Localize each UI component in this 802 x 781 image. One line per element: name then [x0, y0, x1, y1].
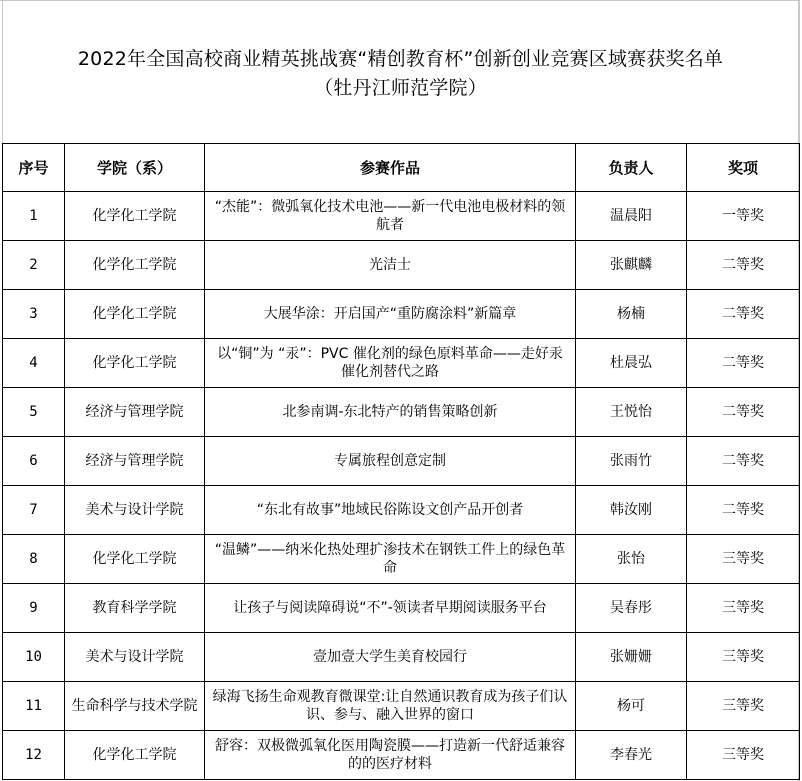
cell-work: “杰能”：微弧氧化技术电池——新一代电池电极材料的领航者 [205, 192, 576, 241]
table-row [3, 535, 800, 584]
cell-award: 二等奖 [687, 290, 800, 339]
cell-no: 5 [3, 388, 65, 437]
cell-work: 北参南调-东北特产的销售策略创新 [205, 388, 576, 437]
cell-award: 三等奖 [687, 633, 800, 682]
cell-no: 4 [3, 339, 65, 388]
cell-work: “温鳞”——纳米化热处理扩渗技术在钢铁工件上的绿色革命 [205, 535, 576, 584]
cell-no: 7 [3, 486, 65, 535]
cell-work: “东北有故事”地域民俗陈设文创产品开创者 [205, 486, 576, 535]
cell-no: 9 [3, 584, 65, 633]
table-row [3, 633, 800, 682]
title-area [2, 1, 798, 143]
table-row [3, 682, 800, 731]
cell-no: 1 [3, 192, 65, 241]
table-row [3, 290, 800, 339]
table-row [3, 486, 800, 535]
cell-award: 三等奖 [687, 731, 800, 780]
cell-work: 舒容：双极微弧氧化医用陶瓷膜——打造新一代舒适兼容的的医疗材料 [205, 731, 576, 780]
cell-award: 三等奖 [687, 584, 800, 633]
cell-work: 绿海飞扬生命观教育微课堂:让自然通识教育成为孩子们认识、参与、融入世界的窗口 [205, 682, 576, 731]
cell-no: 12 [3, 731, 65, 780]
cell-award: 一等奖 [687, 192, 800, 241]
header-school: 学院（系） [65, 144, 205, 192]
cell-work: 专属旅程创意定制 [205, 437, 576, 486]
cell-school: 化学化工学院 [65, 192, 205, 241]
cell-no: 3 [3, 290, 65, 339]
header-no: 序号 [3, 144, 65, 192]
cell-leader: 张麒麟 [576, 241, 687, 290]
cell-leader: 杜晨弘 [576, 339, 687, 388]
cell-school: 经济与管理学院 [65, 388, 205, 437]
cell-leader: 张雨竹 [576, 437, 687, 486]
cell-school: 化学化工学院 [65, 535, 205, 584]
cell-leader: 杨可 [576, 682, 687, 731]
cell-no: 10 [3, 633, 65, 682]
header-leader: 负责人 [576, 144, 687, 192]
cell-leader: 温晨阳 [576, 192, 687, 241]
header-award: 奖项 [687, 144, 800, 192]
cell-leader: 吴春彤 [576, 584, 687, 633]
cell-leader: 张怡 [576, 535, 687, 584]
table-row [3, 241, 800, 290]
cell-award: 三等奖 [687, 535, 800, 584]
cell-school: 美术与设计学院 [65, 633, 205, 682]
cell-no: 8 [3, 535, 65, 584]
table-row [3, 388, 800, 437]
cell-work: 让孩子与阅读障碍说“不”-领读者早期阅读服务平台 [205, 584, 576, 633]
header-work: 参赛作品 [205, 144, 576, 192]
cell-leader: 王悦怡 [576, 388, 687, 437]
table-row [3, 339, 800, 388]
cell-no: 6 [3, 437, 65, 486]
cell-school: 教育科学学院 [65, 584, 205, 633]
cell-work: 光洁士 [205, 241, 576, 290]
table-row [3, 731, 800, 780]
cell-leader: 韩汝刚 [576, 486, 687, 535]
cell-no: 11 [3, 682, 65, 731]
document-title: 2022年全国高校商业精英挑战赛“精创教育杯”创新创业竞赛区域赛获奖名单 [77, 48, 724, 70]
document-subtitle: （牡丹江师范学院） [314, 77, 487, 99]
cell-no: 2 [3, 241, 65, 290]
cell-school: 生命科学与技术学院 [65, 682, 205, 731]
cell-school: 化学化工学院 [65, 731, 205, 780]
awards-table [2, 143, 800, 780]
table-row [3, 584, 800, 633]
cell-leader: 李春光 [576, 731, 687, 780]
cell-award: 二等奖 [687, 388, 800, 437]
header-row [3, 144, 800, 192]
table-row [3, 192, 800, 241]
cell-school: 经济与管理学院 [65, 437, 205, 486]
cell-school: 化学化工学院 [65, 290, 205, 339]
cell-school: 化学化工学院 [65, 241, 205, 290]
cell-work: 大展华涂：开启国产“重防腐涂料”新篇章 [205, 290, 576, 339]
cell-school: 美术与设计学院 [65, 486, 205, 535]
cell-award: 二等奖 [687, 241, 800, 290]
cell-award: 二等奖 [687, 486, 800, 535]
cell-award: 二等奖 [687, 339, 800, 388]
cell-leader: 杨楠 [576, 290, 687, 339]
cell-work: 壹加壹大学生美育校园行 [205, 633, 576, 682]
cell-work: 以“铜”为 “汞”：PVC 催化剂的绿色原料革命——走好汞催化剂替代之路 [205, 339, 576, 388]
cell-leader: 张姗姗 [576, 633, 687, 682]
cell-award: 二等奖 [687, 437, 800, 486]
cell-award: 三等奖 [687, 682, 800, 731]
cell-school: 化学化工学院 [65, 339, 205, 388]
table-row [3, 437, 800, 486]
